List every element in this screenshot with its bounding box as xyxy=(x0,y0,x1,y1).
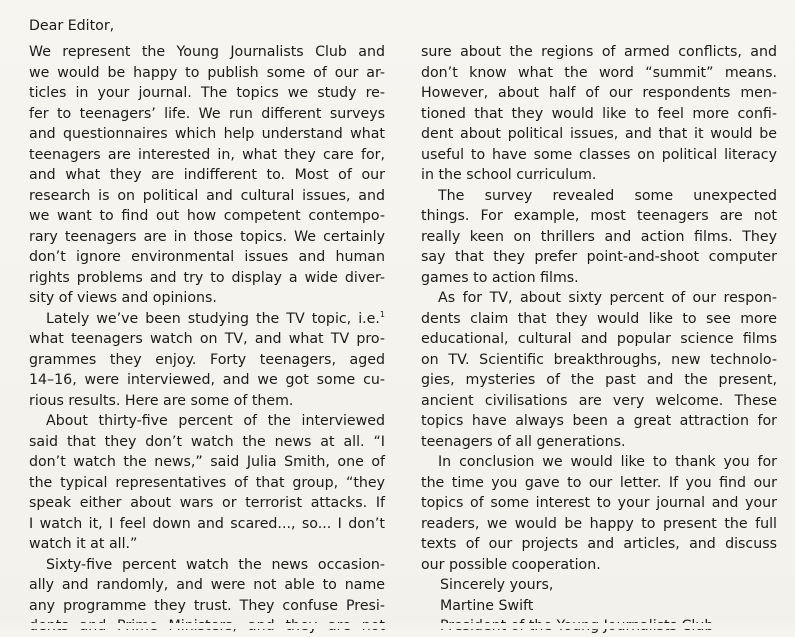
text-line xyxy=(29,350,385,371)
left-text-column xyxy=(29,42,385,637)
text-line-content: don’t watch the news,” said Julia Smith, one of xyxy=(29,454,385,470)
text-line xyxy=(421,83,777,104)
text-line xyxy=(29,186,385,207)
text-line xyxy=(29,411,385,432)
text-line xyxy=(421,329,777,350)
text-line xyxy=(29,391,385,412)
text-line-content: We represent the Young Journalists Club and xyxy=(29,44,385,60)
text-line xyxy=(421,473,777,494)
text-line-content: As for TV, about sixty percent of our respon- xyxy=(438,290,777,306)
text-line-content: don’t know what the word “summit” means. xyxy=(421,64,777,81)
text-line-content: speak either about wars or terrorist attacks. If xyxy=(29,495,385,511)
text-line xyxy=(421,247,777,268)
text-line-content: games to action films. xyxy=(421,269,579,286)
text-line-content: I watch it, I feel down and scared..., so... I don’t xyxy=(29,515,385,532)
text-line-content: the typical representatives of that group, “they xyxy=(29,474,385,491)
text-line xyxy=(421,268,777,289)
text-line xyxy=(29,329,385,350)
text-line xyxy=(421,493,777,514)
text-line xyxy=(29,165,385,186)
text-line xyxy=(29,493,385,514)
text-line-content: the time you gave to our letter. If you find our xyxy=(421,474,777,491)
text-line-content: ticles in your journal. The topics we study re- xyxy=(29,85,385,101)
text-line xyxy=(29,514,385,535)
text-line-content: The survey revealed some unexpected xyxy=(438,187,777,204)
text-line-content: texts of our projects and articles, and discuss xyxy=(421,536,777,552)
text-line xyxy=(29,145,385,166)
text-line xyxy=(29,63,385,84)
footnote-marker: 1 xyxy=(379,309,385,319)
text-line xyxy=(29,432,385,453)
signer-name: Martine Swift xyxy=(440,597,534,614)
text-line xyxy=(421,350,777,371)
text-line-content: sity of views and opinions. xyxy=(29,290,217,306)
text-line xyxy=(29,534,385,555)
text-line-content: said that they don’t watch the news at all. “I xyxy=(29,433,385,450)
text-line-content: grammes they enjoy. Forty teenagers, aged xyxy=(29,351,385,368)
text-line xyxy=(421,391,777,412)
text-line xyxy=(421,432,777,453)
text-line-content: About thirty-five percent of the interviewed xyxy=(46,413,385,429)
text-line-content: we want to find out how competent contempo- xyxy=(29,208,385,224)
text-line-content: really keen on thrillers and action films. They xyxy=(421,228,777,245)
text-line-content: things. For example, most teenagers are not xyxy=(421,208,777,224)
text-line-content: gies, mysteries of the past and the present, xyxy=(421,372,777,388)
text-line-content: teenagers of all generations. xyxy=(421,433,626,450)
text-line xyxy=(421,165,777,186)
text-line xyxy=(29,227,385,248)
right-column-lines xyxy=(421,42,777,575)
text-line-content: tioned that they would like to feel more confi- xyxy=(421,105,777,122)
text-line-content: 14–16, were interviewed, and we got some cu- xyxy=(29,372,385,388)
text-line-content: in the school curriculum. xyxy=(421,167,597,183)
text-line-content: dents claim that they would like to see more xyxy=(421,310,777,327)
text-line-content: In conclusion we would like to thank you for xyxy=(438,454,777,470)
text-line xyxy=(29,247,385,268)
text-line xyxy=(29,575,385,596)
text-line-content: sure about the regions of armed conflicts, and xyxy=(421,44,777,60)
text-line-content: say that they prefer point-and-shoot computer xyxy=(421,249,777,265)
text-line xyxy=(421,370,777,391)
text-line-content: any programme they trust. They confuse Presi- xyxy=(29,597,385,614)
text-line-content: we would be happy to publish some of our ar- xyxy=(29,64,385,81)
text-line xyxy=(29,473,385,494)
text-line-content: rights problems and try to display a wide diver- xyxy=(29,269,385,286)
text-line-content: teenagers are interested in, what they care for, xyxy=(29,146,385,163)
text-line-content: our possible cooperation. xyxy=(421,556,601,573)
text-line-content: topics have always been a great attraction for xyxy=(421,413,777,429)
text-line xyxy=(421,145,777,166)
text-line-content: fer to teenagers’ life. We run different surveys xyxy=(29,105,385,122)
text-line-content: dent about political issues, and that it would be xyxy=(421,126,777,142)
text-line xyxy=(29,42,385,63)
text-line xyxy=(421,186,777,207)
text-line-content: useful to have some classes on political literacy xyxy=(421,146,777,163)
text-line-content: However, about half of our respondents men- xyxy=(421,85,777,101)
text-line xyxy=(29,268,385,289)
text-line-content: topics of some interest to your journal and your xyxy=(421,495,777,511)
text-line xyxy=(29,452,385,473)
text-line xyxy=(29,309,385,330)
text-line-content: Lately we’ve been studying the TV topic, i.e. xyxy=(46,310,380,327)
text-line-content: on TV. Scientific breakthroughs, new technolo- xyxy=(421,351,777,368)
text-line xyxy=(421,42,777,63)
text-line-content: and what they are indifferent to. Most of our xyxy=(29,167,385,183)
text-line xyxy=(421,288,777,309)
text-line xyxy=(421,206,777,227)
text-line-content: ally and randomly, and were not able to name xyxy=(29,577,385,593)
text-line xyxy=(29,104,385,125)
text-line-content: watch it at all.” xyxy=(29,536,138,552)
text-line xyxy=(421,124,777,145)
text-line xyxy=(421,227,777,248)
text-line xyxy=(421,309,777,330)
text-line-content: rary teenagers are in those topics. We certainly xyxy=(29,228,385,245)
text-line-content: rious results. Here are some of them. xyxy=(29,392,294,409)
text-line xyxy=(421,104,777,125)
text-line-content: what teenagers watch on TV, and what TV pro- xyxy=(29,331,385,347)
text-line-content: ancient civilisations are very welcome. These xyxy=(421,392,777,409)
letter-greeting: Dear Editor, xyxy=(29,18,115,34)
text-line xyxy=(29,83,385,104)
text-line-content: research is on political and cultural issues, and xyxy=(29,187,385,204)
text-line xyxy=(29,555,385,576)
text-line xyxy=(421,452,777,473)
text-line xyxy=(29,596,385,617)
text-line-content: Sixty-five percent watch the news occasion- xyxy=(46,556,385,573)
letter-closing: Sincerely yours, xyxy=(440,577,554,593)
text-line xyxy=(421,63,777,84)
text-line-content: educational, cultural and popular science films xyxy=(421,331,777,347)
text-line xyxy=(29,288,385,309)
right-text-column xyxy=(421,42,777,637)
text-line xyxy=(29,206,385,227)
text-line xyxy=(29,370,385,391)
text-line-content: and questionnaires which help understand what xyxy=(29,126,385,142)
text-line xyxy=(421,555,777,576)
text-line xyxy=(29,124,385,145)
text-line xyxy=(421,514,777,535)
text-line xyxy=(421,411,777,432)
text-line-content: readers, we would be happy to present the full xyxy=(421,515,777,532)
page-bottom-cutoff xyxy=(0,623,795,629)
text-line-content: don’t ignore environmental issues and human xyxy=(29,249,385,265)
text-line xyxy=(421,534,777,555)
